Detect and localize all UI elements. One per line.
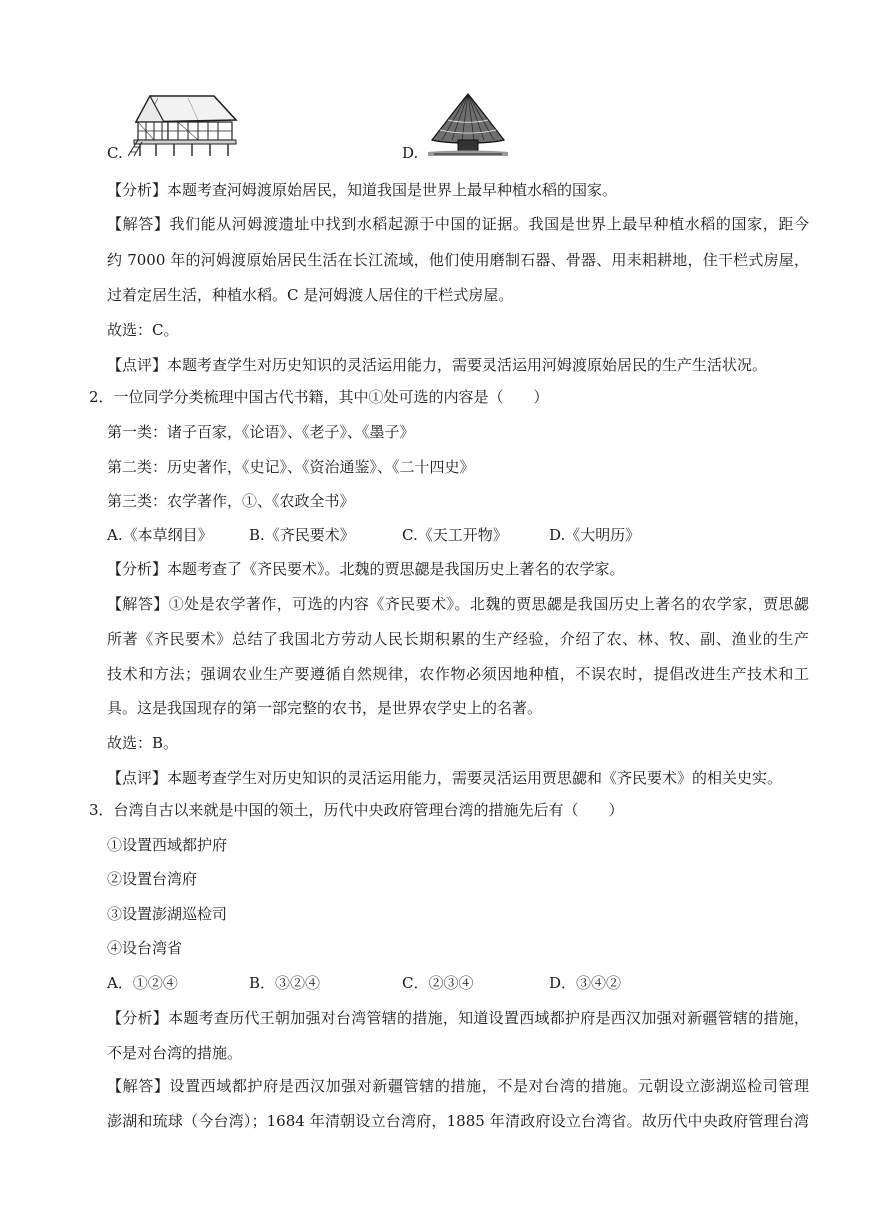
q1-analysis: 【分析】本题考查河姆渡原始居民，知道我国是世界上最早种植水稻的国家。 [107,181,618,199]
q3-option-d: D．③④② [549,974,622,992]
q1-answer-line: 过着定居生活，种植水稻。C 是河姆渡人居住的干栏式房屋。 [107,286,514,304]
q2-option-d: D.《大明历》 [549,526,641,544]
q2-category-2: 第二类：历史著作，《史记》、《资治通鉴》、《二十四史》 [107,458,475,476]
q1-answer-line: 约 7000 年的河姆渡原始居民生活在长江流域，他们使用磨制石器、骨器、用耒耜耕地，住干栏式房屋， [107,251,809,269]
q3-option-c: C．②③④ [402,974,474,992]
q3-item-1: ①设置西域都护府 [107,836,228,854]
q1-comment: 【点评】本题考查学生对历史知识的灵活运用能力，需要灵活运用河姆渡原始居民的生产生活状况。 [107,356,768,374]
q3-option-a: A．①②④ [107,974,178,992]
stilt-house-image [128,92,240,158]
q2-answer-line: 具。这是我国现存的第一部完整的农书，是世界农学史上的名著。 [107,699,543,717]
q2-answer-line: 技术和方法；强调农业生产要遵循自然规律，农作物必须因地种植，不误农时，提倡改进生产技术和工 [107,665,809,683]
q1-choice: 故选：C。 [107,321,179,339]
thatched-hut-image [428,92,508,158]
q2-answer-line: 所著《齐民要术》总结了我国北方劳动人民长期积累的生产经验，介绍了农、林、牧、副、渔业的生产 [107,630,809,648]
q3-item-4: ④设台湾省 [107,939,183,957]
q3-option-b: B．③②④ [249,974,321,992]
q1-answer-line: 【解答】我们能从河姆渡遗址中找到水稻起源于中国的证据。我国是世界上最早种植水稻的国家，距今 [107,215,809,233]
q3-analysis-line: 【分析】本题考查历代王朝加强对台湾管辖的措施，知道设置西域都护府是西汉加强对新疆管辖的措施， [107,1009,809,1027]
q2-option-b: B.《齐民要术》 [249,526,355,544]
q3-answer-line: 澎湖和琉球（今台湾）；1684 年清朝设立台湾府，1885 年清政府设立台湾省。故历代中央政府管理台湾 [107,1112,809,1130]
q2-answer-line: 【解答】①处是农学著作，可选的内容《齐民要术》。北魏的贾思勰是我国历史上著名的农学家，贾思勰 [107,595,809,613]
q2-option-c: C.《天工开物》 [402,526,508,544]
q2-stem: 2．一位同学分类梳理中国古代书籍，其中①处可选的内容是（ ） [89,388,549,406]
q3-answer-line: 【解答】设置西域都护府是西汉加强对新疆管辖的措施，不是对台湾的措施。元朝设立澎湖巡检司管理 [107,1077,809,1095]
q2-comment: 【点评】本题考查学生对历史知识的灵活运用能力，需要灵活运用贾思勰和《齐民要术》的相关史实。 [107,769,783,787]
q3-stem: 3．台湾自古以来就是中国的领土，历代中央政府管理台湾的措施先后有（ ） [89,801,624,819]
q2-analysis: 【分析】本题考查了《齐民要术》。北魏的贾思勰是我国历史上著名的农学家。 [107,560,625,578]
q1-option-c-label: C. [107,144,123,162]
q2-category-3: 第三类：农学著作，①、《农政全书》 [107,492,355,510]
q2-category-1: 第一类：诸子百家，《论语》、《老子》、《墨子》 [107,423,415,441]
q1-option-d-label: D. [402,144,419,162]
q3-item-3: ③设置澎湖巡检司 [107,905,228,923]
q3-analysis-line: 不是对台湾的措施。 [107,1044,243,1062]
q2-choice: 故选：B。 [107,734,179,752]
q2-option-a: A.《本草纲目》 [107,526,213,544]
q3-item-2: ②设置台湾府 [107,870,198,888]
